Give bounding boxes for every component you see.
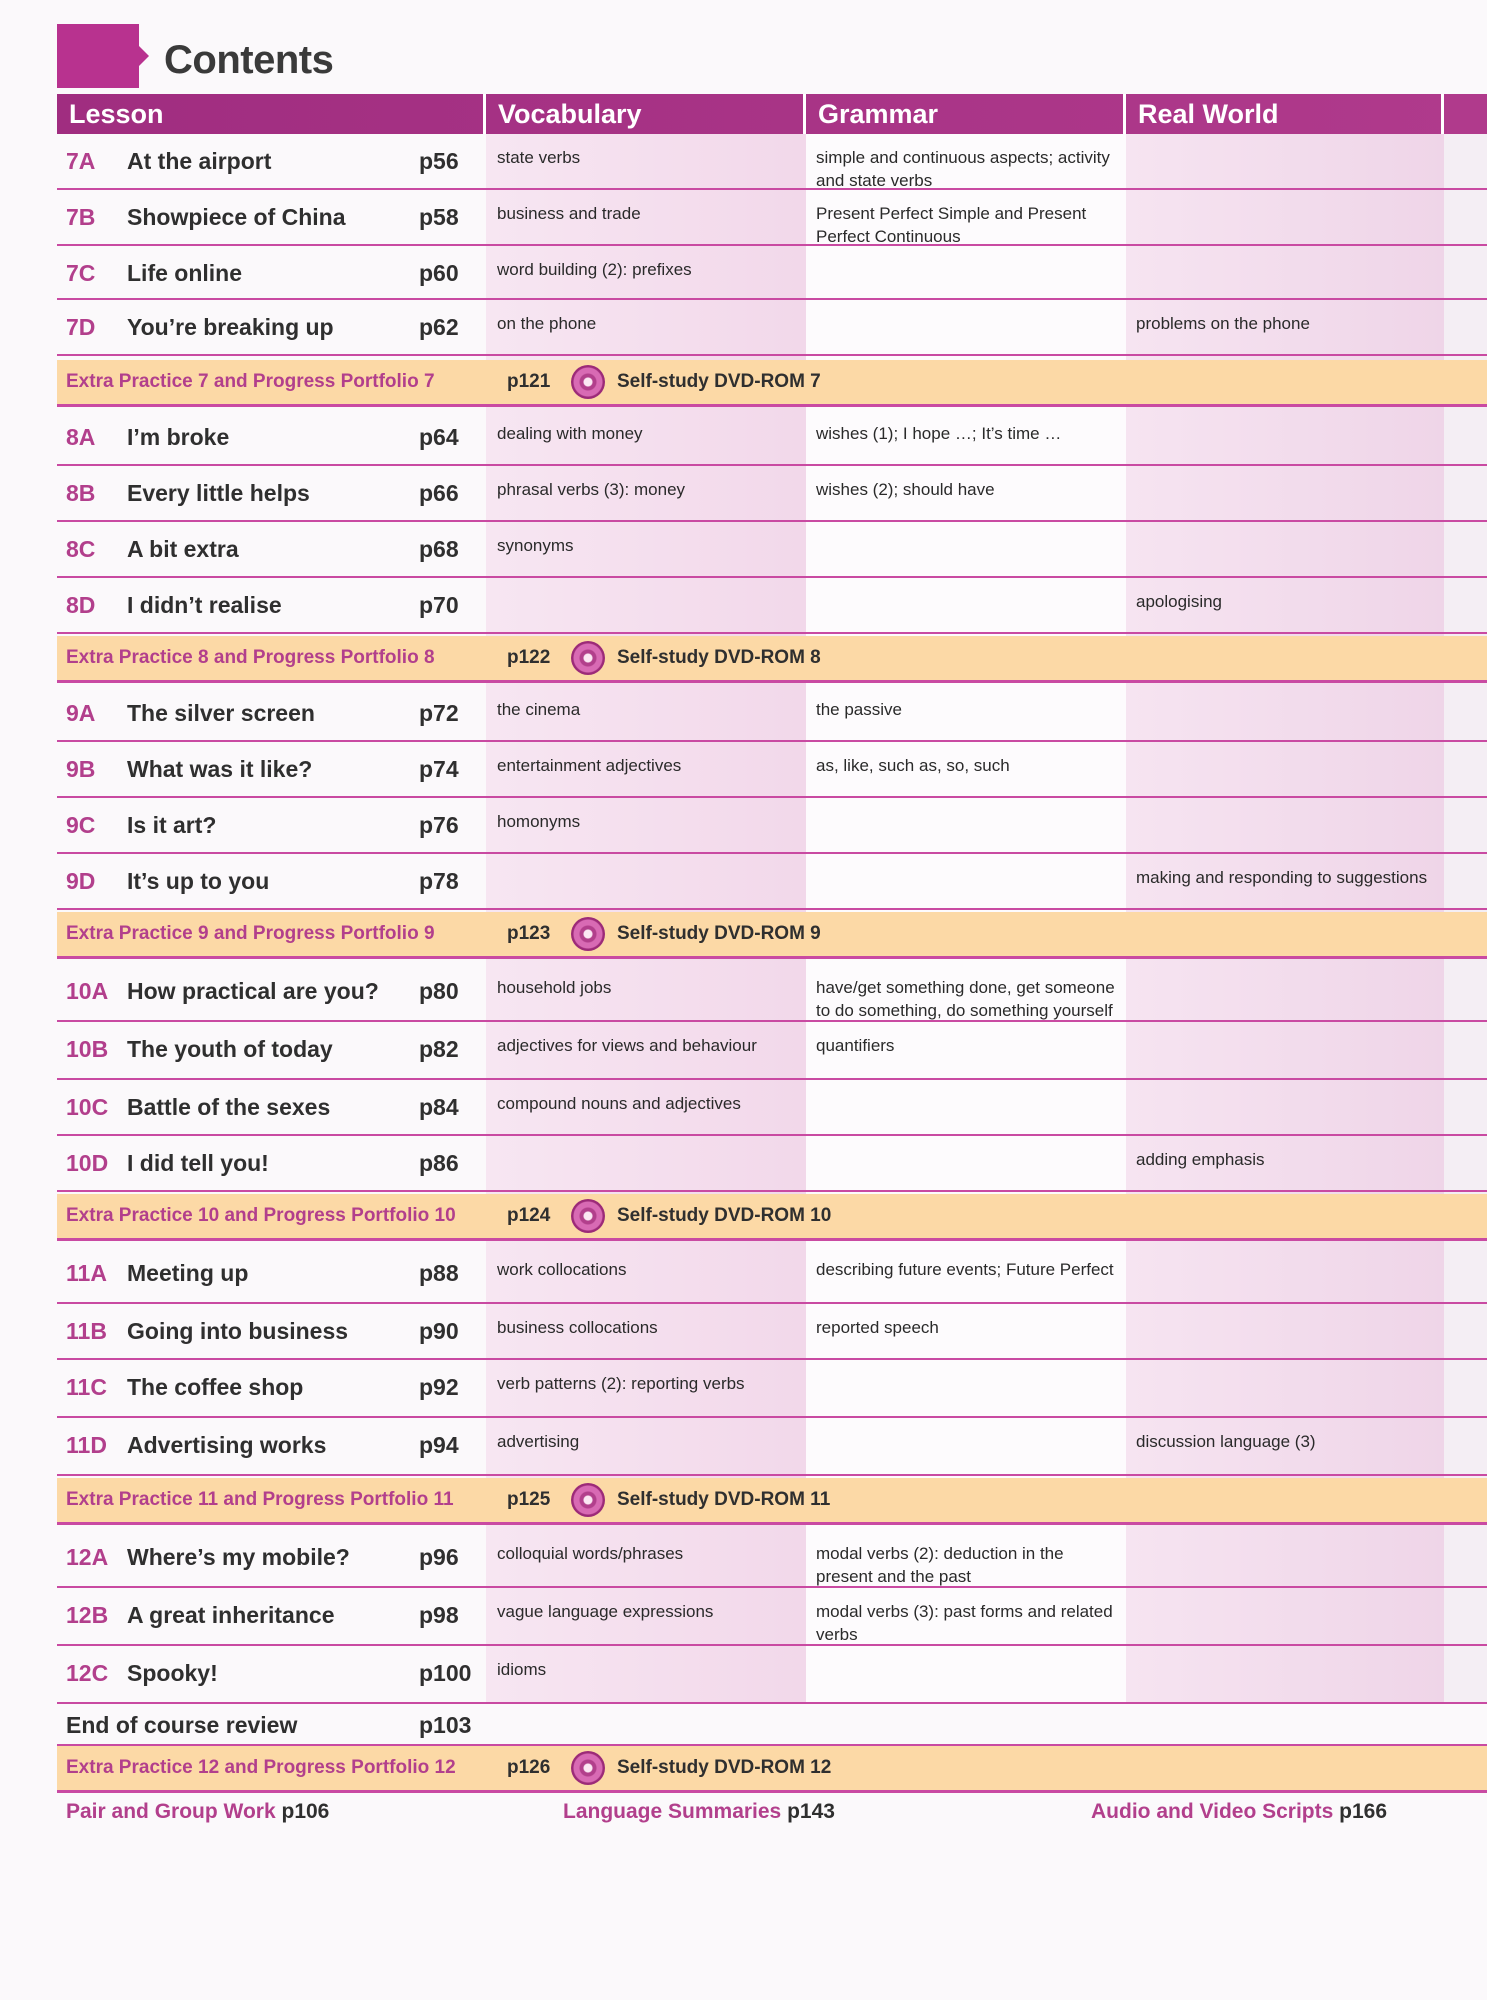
lesson-page: p84 — [419, 1094, 459, 1120]
real-world-cell: adding emphasis — [1136, 1150, 1265, 1169]
dvd-rom-icon — [571, 365, 605, 399]
lesson-name: A bit extra — [127, 536, 239, 562]
lesson-name: What was it like? — [127, 756, 313, 782]
lesson-name: Advertising works — [127, 1432, 327, 1458]
lesson-row[interactable] — [57, 300, 1487, 356]
lesson-code: 7A — [66, 148, 96, 174]
dvd-rom-icon — [571, 917, 605, 951]
lesson-row[interactable] — [57, 798, 1487, 854]
end-review-label: End of course review — [66, 1712, 298, 1738]
lesson-row[interactable] — [57, 742, 1487, 798]
lesson-row[interactable] — [57, 1246, 1487, 1304]
lesson-row[interactable] — [57, 1418, 1487, 1476]
lesson-code: 7D — [66, 314, 96, 340]
grammar-cell: quantifiers — [816, 1036, 895, 1055]
dvd-rom-label: Self-study DVD-ROM 9 — [617, 923, 821, 944]
header-vocabulary: Vocabulary — [486, 94, 806, 134]
lesson-row[interactable] — [57, 1646, 1487, 1704]
extra-practice-page: p125 — [507, 1489, 551, 1510]
lesson-name: A great inheritance — [127, 1602, 335, 1628]
lesson-row[interactable] — [57, 410, 1487, 466]
lesson-code: 12B — [66, 1602, 109, 1628]
title-tab-block — [57, 24, 139, 88]
lesson-code: 9C — [66, 812, 96, 838]
lesson-name: Spooky! — [127, 1660, 218, 1686]
dvd-rom-icon — [571, 1751, 605, 1785]
extra-practice-row[interactable] — [57, 360, 1487, 407]
grammar-cell: wishes (2); should have — [816, 480, 995, 499]
lesson-row[interactable] — [57, 686, 1487, 742]
real-world-cell: problems on the phone — [1136, 314, 1310, 333]
lesson-row[interactable] — [57, 1588, 1487, 1646]
dvd-rom-label: Self-study DVD-ROM 8 — [617, 647, 821, 668]
lesson-code: 9D — [66, 868, 96, 894]
dvd-rom-icon — [571, 1199, 605, 1233]
lesson-page: p86 — [419, 1150, 459, 1176]
dvd-rom-icon — [571, 1483, 605, 1517]
dvd-rom-label: Self-study DVD-ROM 7 — [617, 371, 821, 392]
lesson-page: p66 — [419, 480, 459, 506]
lesson-page: p78 — [419, 868, 459, 894]
vocabulary-cell: entertainment adjectives — [497, 756, 682, 775]
lesson-page: p100 — [419, 1660, 472, 1686]
extra-practice-label: Extra Practice 12 and Progress Portfolio 12 — [66, 1757, 456, 1778]
lesson-code: 8D — [66, 592, 96, 618]
extra-practice-row[interactable] — [57, 1746, 1487, 1793]
grammar-cell: describing future events; Future Perfect — [816, 1260, 1114, 1279]
lesson-row[interactable] — [57, 1080, 1487, 1136]
lesson-name: Where’s my mobile? — [127, 1544, 350, 1570]
header-extra-column — [1444, 94, 1487, 134]
lesson-page: p94 — [419, 1432, 459, 1458]
footer-link-language-summaries[interactable] — [563, 1800, 835, 1824]
lesson-page: p98 — [419, 1602, 459, 1628]
grammar-cell: wishes (1); I hope …; It’s time … — [816, 424, 1062, 443]
footer-link-audio-video-scripts[interactable] — [1091, 1800, 1387, 1824]
vocabulary-cell: verb patterns (2): reporting verbs — [497, 1374, 745, 1393]
extra-practice-row[interactable] — [57, 1194, 1487, 1241]
lesson-row[interactable] — [57, 1360, 1487, 1418]
lesson-name: I’m broke — [127, 424, 230, 450]
extra-practice-label: Extra Practice 10 and Progress Portfolio 10 — [66, 1205, 456, 1226]
vocabulary-cell: adjectives for views and behaviour — [497, 1036, 757, 1055]
lesson-page: p92 — [419, 1374, 459, 1400]
lesson-page: p62 — [419, 314, 459, 340]
lesson-name: The youth of today — [127, 1036, 333, 1062]
vocabulary-cell: business and trade — [497, 204, 641, 223]
vocabulary-cell: idioms — [497, 1660, 547, 1679]
lesson-code: 11C — [66, 1374, 107, 1400]
lesson-name: It’s up to you — [127, 868, 270, 894]
table-header — [57, 94, 1487, 134]
vocabulary-cell: homonyms — [497, 812, 581, 831]
vocabulary-cell: business collocations — [497, 1318, 658, 1337]
lesson-page: p58 — [419, 204, 459, 230]
extra-practice-row[interactable] — [57, 636, 1487, 683]
grammar-cell: modal verbs (3): past forms and related verbs — [816, 1602, 1113, 1644]
vocabulary-cell: synonyms — [497, 536, 574, 555]
end-review-page: p103 — [419, 1712, 472, 1738]
lesson-code: 8A — [66, 424, 96, 450]
extra-practice-row[interactable] — [57, 1478, 1487, 1525]
lesson-name: Going into business — [127, 1318, 349, 1344]
header-lesson: Lesson — [57, 94, 486, 134]
lesson-row[interactable] — [57, 1304, 1487, 1360]
lesson-code: 10D — [66, 1150, 109, 1176]
extra-practice-page: p121 — [507, 371, 551, 392]
grammar-cell: as, like, such as, so, such — [816, 756, 1010, 775]
lesson-code: 9A — [66, 700, 96, 726]
lesson-code: 10C — [66, 1094, 109, 1120]
lesson-row[interactable] — [57, 246, 1487, 300]
title-arrow-icon — [139, 46, 149, 66]
dvd-rom-label: Self-study DVD-ROM 10 — [617, 1205, 832, 1226]
lesson-name: You’re breaking up — [127, 314, 334, 340]
lesson-code: 11D — [66, 1432, 107, 1458]
lesson-row[interactable] — [57, 466, 1487, 522]
extra-practice-page: p123 — [507, 923, 551, 944]
lesson-row[interactable] — [57, 190, 1487, 246]
lesson-code: 7B — [66, 204, 96, 230]
vocabulary-cell: the cinema — [497, 700, 581, 719]
lesson-code: 8B — [66, 480, 96, 506]
lesson-code: 12C — [66, 1660, 109, 1686]
lesson-code: 11B — [66, 1318, 107, 1344]
extra-practice-label: Extra Practice 11 and Progress Portfolio 11 — [66, 1489, 454, 1510]
lesson-page: p90 — [419, 1318, 459, 1344]
footer-link-page: p166 — [1339, 1800, 1388, 1823]
vocabulary-cell: state verbs — [497, 148, 581, 167]
lesson-code: 11A — [66, 1260, 107, 1286]
lesson-code: 10A — [66, 978, 109, 1004]
extra-practice-row[interactable] — [57, 912, 1487, 959]
footer-link-pair-group-work[interactable] — [66, 1800, 329, 1824]
footer-link-page: p143 — [787, 1800, 835, 1823]
lesson-name: Showpiece of China — [127, 204, 346, 230]
lesson-page: p80 — [419, 978, 459, 1004]
lesson-row[interactable] — [57, 1136, 1487, 1192]
lesson-page: p68 — [419, 536, 459, 562]
dvd-rom-label: Self-study DVD-ROM 12 — [617, 1757, 832, 1778]
grammar-cell: simple and continuous aspects; activity and state verbs — [816, 148, 1110, 190]
lesson-page: p56 — [419, 148, 459, 174]
lesson-name: Life online — [127, 260, 242, 286]
lesson-code: 12A — [66, 1544, 109, 1570]
end-review-row[interactable] — [57, 1704, 1487, 1746]
lesson-code: 7C — [66, 260, 96, 286]
lesson-name: The coffee shop — [127, 1374, 304, 1400]
vocabulary-cell: work collocations — [497, 1260, 627, 1279]
extra-practice-label: Extra Practice 8 and Progress Portfolio 8 — [66, 647, 435, 668]
lesson-row[interactable] — [57, 522, 1487, 578]
lesson-row[interactable] — [57, 1022, 1487, 1080]
lesson-name: Meeting up — [127, 1260, 249, 1286]
header-real-world: Real World — [1126, 94, 1444, 134]
lesson-page: p64 — [419, 424, 459, 450]
footer-link-label: Language Summaries — [563, 1800, 782, 1823]
page-title: Contents — [164, 38, 334, 82]
vocabulary-cell: advertising — [497, 1432, 580, 1451]
grammar-cell: have/get something done, get someone to do something, do something yourself — [816, 978, 1115, 1020]
lesson-page: p76 — [419, 812, 459, 838]
grammar-cell: the passive — [816, 700, 902, 719]
lesson-name: I did tell you! — [127, 1150, 269, 1176]
grammar-cell: Present Perfect Simple and Present Perfect Continuous — [816, 204, 1087, 246]
lesson-code: 9B — [66, 756, 96, 782]
real-world-cell: apologising — [1136, 592, 1223, 611]
extra-practice-page: p124 — [507, 1205, 551, 1226]
extra-practice-label: Extra Practice 9 and Progress Portfolio 9 — [66, 923, 435, 944]
lesson-name: How practical are you? — [127, 978, 379, 1004]
lesson-row[interactable] — [57, 134, 1487, 190]
lesson-page: p88 — [419, 1260, 459, 1286]
grammar-cell: modal verbs (2): deduction in the present and the past — [816, 1544, 1064, 1586]
lesson-name: At the airport — [127, 148, 272, 174]
vocabulary-cell: compound nouns and adjectives — [497, 1094, 741, 1113]
lesson-name: Every little helps — [127, 480, 310, 506]
footer-link-label: Pair and Group Work — [66, 1800, 276, 1823]
dvd-rom-label: Self-study DVD-ROM 11 — [617, 1489, 831, 1510]
lesson-name: The silver screen — [127, 700, 315, 726]
extra-practice-page: p126 — [507, 1757, 551, 1778]
lesson-page: p60 — [419, 260, 459, 286]
footer-link-page: p106 — [281, 1800, 330, 1823]
lesson-row[interactable] — [57, 578, 1487, 634]
lesson-page: p70 — [419, 592, 459, 618]
vocabulary-cell: on the phone — [497, 314, 597, 333]
dvd-rom-icon — [571, 641, 605, 675]
lesson-code: 8C — [66, 536, 96, 562]
vocabulary-cell: word building (2): prefixes — [497, 260, 692, 279]
grammar-cell: reported speech — [816, 1318, 939, 1337]
vocabulary-cell: phrasal verbs (3): money — [497, 480, 686, 499]
header-grammar: Grammar — [806, 94, 1126, 134]
lesson-name: I didn’t realise — [127, 592, 282, 618]
lesson-page: p96 — [419, 1544, 459, 1570]
real-world-cell: making and responding to suggestions — [1136, 868, 1428, 887]
lesson-row[interactable] — [57, 1530, 1487, 1588]
footer-link-label: Audio and Video Scripts — [1091, 1800, 1334, 1823]
lesson-code: 10B — [66, 1036, 109, 1062]
lesson-name: Is it art? — [127, 812, 217, 838]
lesson-row[interactable] — [57, 964, 1487, 1022]
lesson-page: p82 — [419, 1036, 459, 1062]
vocabulary-cell: household jobs — [497, 978, 612, 997]
lesson-page: p72 — [419, 700, 459, 726]
lesson-row[interactable] — [57, 854, 1487, 910]
vocabulary-cell: dealing with money — [497, 424, 643, 443]
extra-practice-page: p122 — [507, 647, 551, 668]
vocabulary-cell: colloquial words/phrases — [497, 1544, 684, 1563]
lesson-page: p74 — [419, 756, 459, 782]
lesson-name: Battle of the sexes — [127, 1094, 331, 1120]
extra-practice-label: Extra Practice 7 and Progress Portfolio 7 — [66, 371, 435, 392]
vocabulary-cell: vague language expressions — [497, 1602, 714, 1621]
real-world-cell: discussion language (3) — [1136, 1432, 1316, 1451]
